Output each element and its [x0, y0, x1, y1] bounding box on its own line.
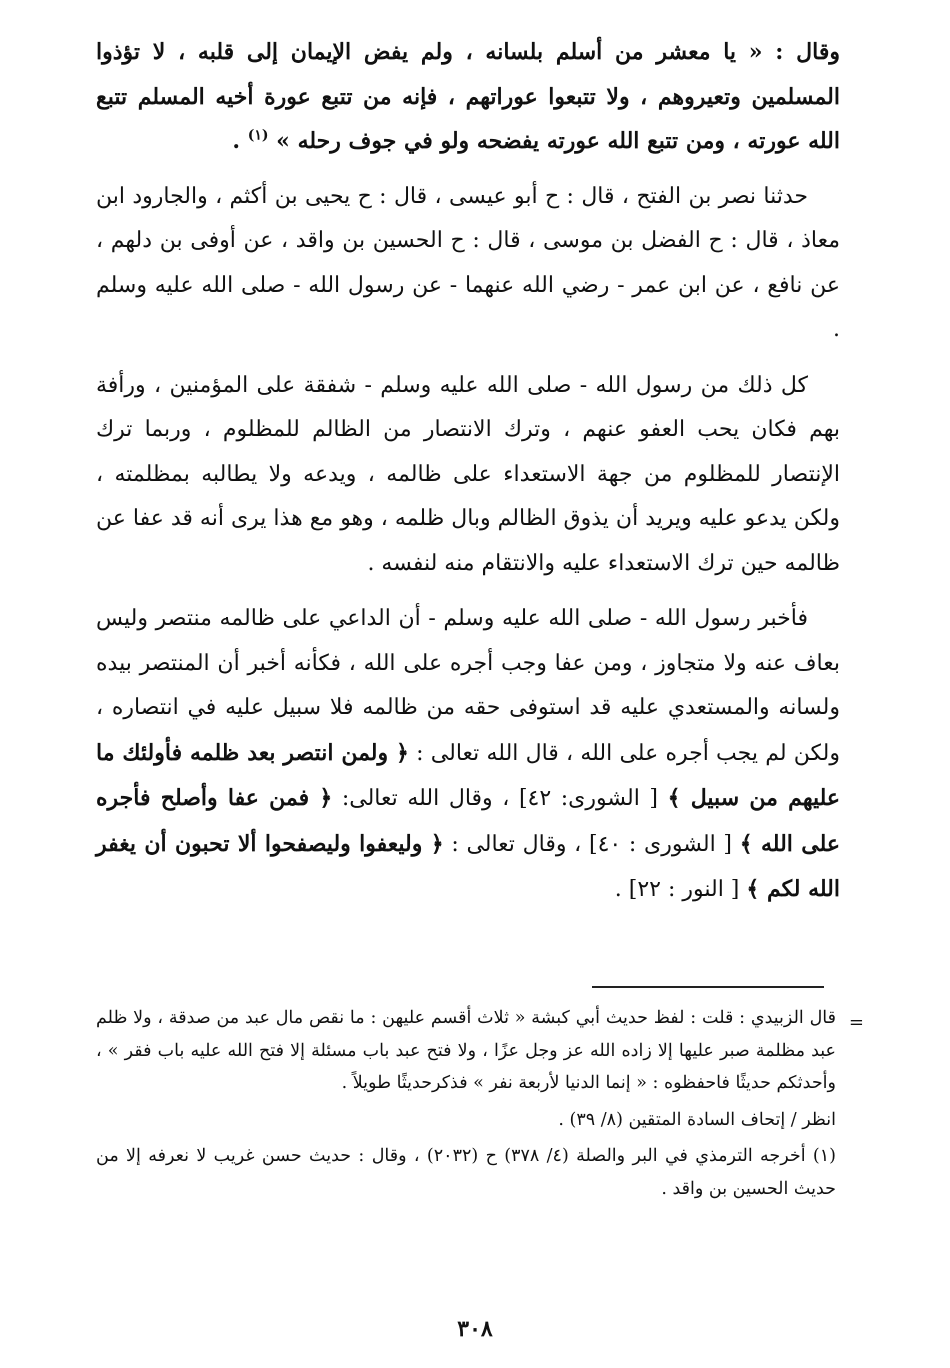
quran-verse-3: ﴿ وليعفوا وليصفحوا ألا تحبون أن يغفر الله لكم ﴾	[96, 830, 840, 902]
isnad-paragraph: حدثنا نصر بن الفتح ، قال : ح أبو عيسى ، قال : ح يحيى بن أكثم ، والجارود ابن معاذ ، قال : ح الفضل بن موسى ، قال : ح الحسين بن واقد ، عن أوفى بن دلهم ، عن نافع ، عن ابن عمر - رضي الله عنهما - عن رسول الله - صلى الله عليه وسلم .	[96, 183, 840, 342]
quran-reference-2: [ الشورى : ٤٠] ، وقال تعالى :	[443, 831, 740, 857]
footnotes	[96, 1002, 836, 1205]
quran-verse-1: ﴿ ولمن انتصر بعد ظلمه فأولئك ما عليهم من سبيل ﴾	[96, 739, 841, 811]
quran-reference-3: [ النور : ٢٢] .	[614, 877, 747, 902]
page-number: ٣٠٨	[457, 1316, 493, 1342]
hadith-paragraph	[96, 30, 840, 164]
hadith-text: وقال : « يا معشر من أسلم بلسانه ، ولم يفض الإيمان إلى قلبه ، لا تؤذوا المسلمين وتعيروهم ، ولا تتبعوا عوراتهم ، فإنه من تتبع عورة أخيه المسلم تتبع الله عورته ، ومن تتبع الله عورته يفضحه ولو في جوف رحله »	[96, 39, 840, 154]
quran-intro-text: فأخبر رسول الله - صلى الله عليه وسلم - أن الداعي على ظالمه منتصر وليس بعاف عنه ولا متجاوز ، ومن عفا وجب أجره على الله ، فكأنه أخبر أن المنتصر بيده ولسانه والمستعدي عليه قد استوفى حقه من ظالمه فلا سبيل عليه في انتصاره ، ولكن لم يجب أجره على الله ، قال الله تعالى :	[96, 606, 840, 766]
footnote-continuation-marker: =	[848, 1012, 864, 1033]
commentary-paragraph: كل ذلك من رسول الله - صلى الله عليه وسلم - شفقة على المؤمنين ، ورأفة بهم فكان يحب العفو عنهم ، وترك الانتصار من الظالم للمظلوم ، وربما ترك الإنتصار للمظلوم من جهة الاستعداء على ظالمه ، ويدعه ولا يطالبه بمظلمته ، ولكن يدعو عليه ويريد أن يذوق الظالم وبال ظلمه ، وهو مع هذا يرى أنه قد عفا عن ظالمه حين ترك الاستعداء عليه والانتقام منه لنفسه .	[96, 372, 840, 576]
footnote-source: انظر / إتحاف السادة المتقين (٨/ ٣٩) .	[558, 1109, 836, 1130]
quran-verse-2: ﴿ فمن عفا وأصلح فأجره على الله ﴾	[96, 785, 841, 857]
footnote-separator	[592, 986, 824, 988]
main-text	[96, 30, 840, 913]
footnote-reference: (١)	[247, 127, 269, 144]
footnote-1: (١) أخرجه الترمذي في البر والصلة (٤/ ٣٧٨) ح (٢٠٣٢) ، وقال : حديث حسن غريب لا نعرفه إلا من حديث الحسين بن واقد .	[96, 1146, 836, 1199]
hadith-end: .	[232, 128, 248, 154]
quran-paragraph	[96, 597, 840, 913]
quran-reference-1: [ الشورى: ٤٢] ، وقال الله تعالى:	[332, 786, 668, 811]
footnote-continued: قال الزبيدي : قلت : لفظ حديث أبي كبشة « ثلاث أقسم عليهن : ما نقص مال عبد من صدقة ، ولا ظلم عبد مظلمة صبر عليها إلا زاده الله عز وجل عزًا ، ولا فتح عبد باب مسئلة إلا فتح الله عليه باب فقر » ، وأحدثكم حديثًا فاحفظوه : « إنما الدنيا لأربعة نفر » فذكرحديثًا طويلاً .	[96, 1008, 836, 1093]
